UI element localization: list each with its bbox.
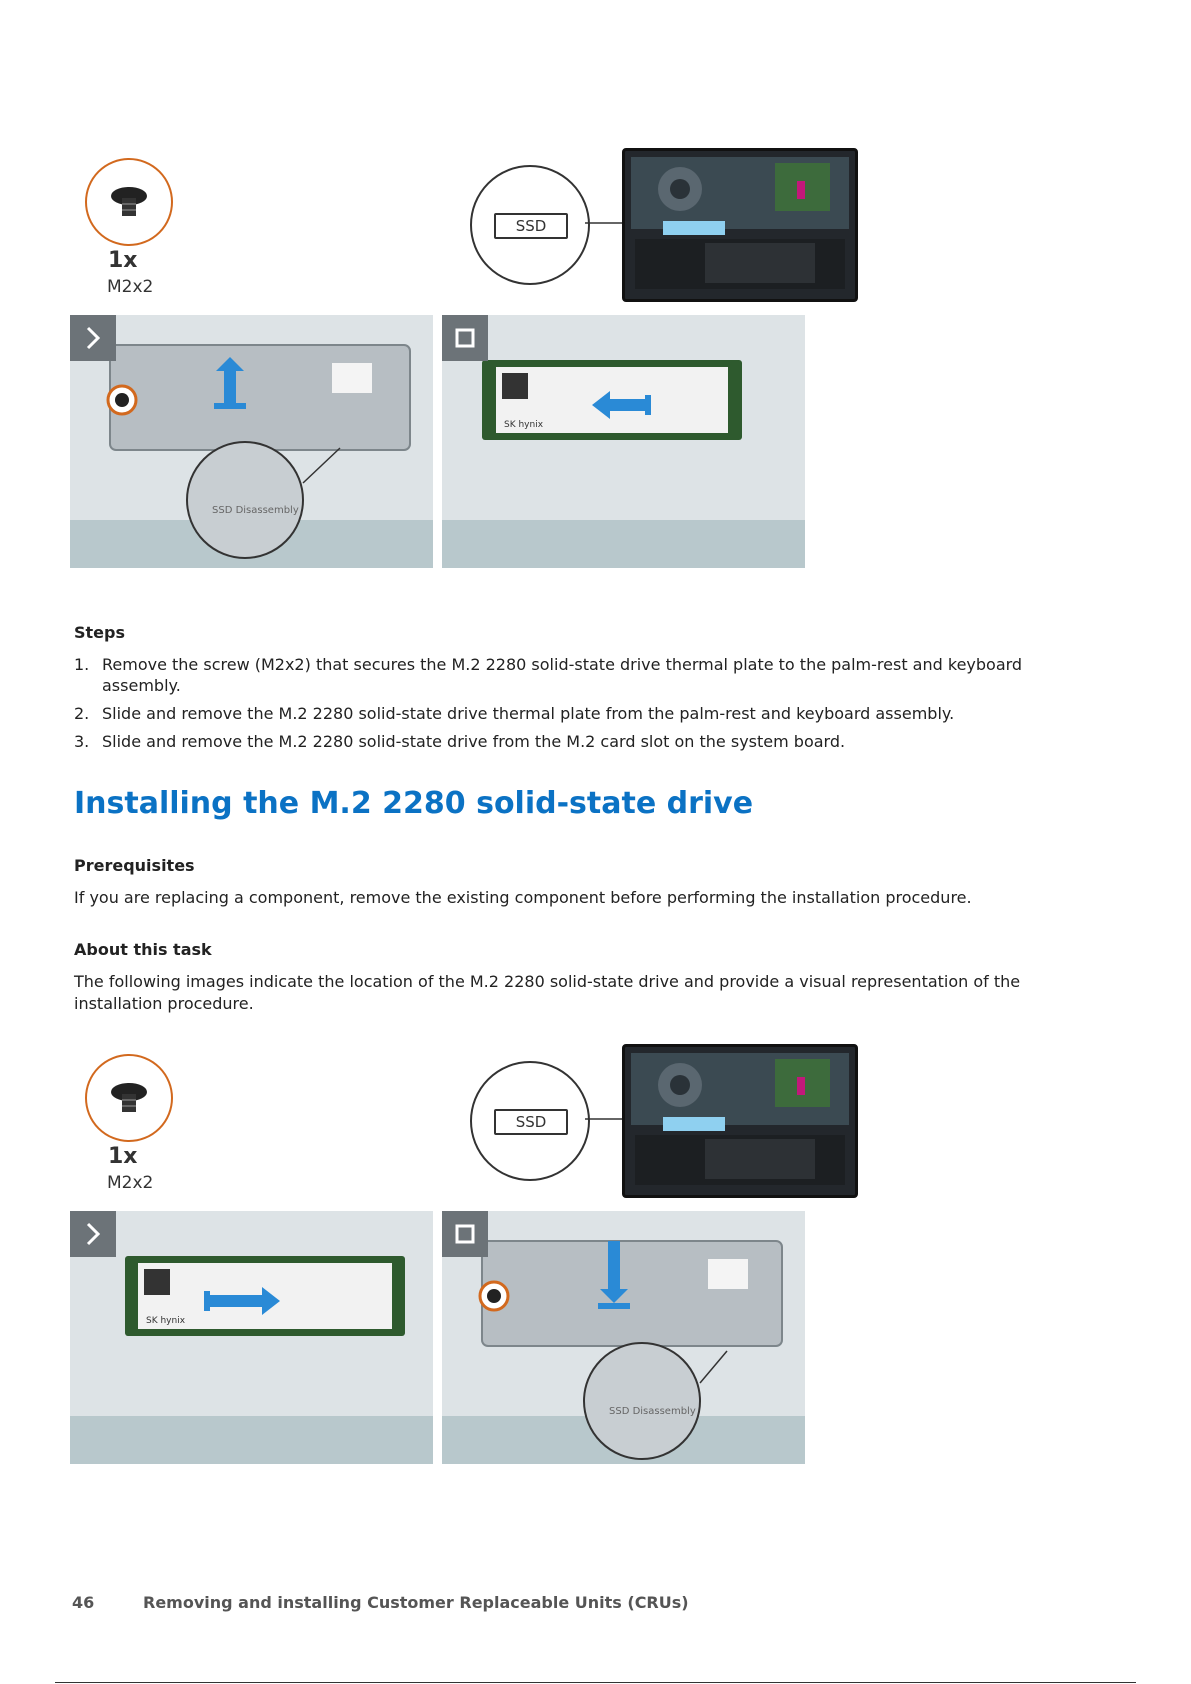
steps-heading: Steps — [74, 623, 125, 642]
svg-text:SSD Disassembly: SSD Disassembly — [212, 505, 299, 516]
step-indicator-arrow-icon — [70, 315, 116, 361]
step-number: 2. — [74, 704, 90, 723]
ssd-location-icon — [470, 165, 590, 285]
step-item — [74, 654, 1054, 696]
step-text: Remove the screw (M2x2) that secures the M.2 2280 solid-state drive thermal plate to the palm-rest and keyboard assembly. — [102, 655, 1023, 695]
screw-icon — [85, 1054, 173, 1142]
step-insert-ssd-image — [70, 1211, 433, 1464]
screw-icon — [85, 158, 173, 246]
step-indicator-square-icon — [442, 315, 488, 361]
svg-text:SSD Disassembly: SSD Disassembly — [609, 1406, 696, 1417]
about-task-text: The following images indicate the location of the M.2 2280 solid-state drive and provide a visual representation of the installation procedure. — [74, 972, 1021, 1013]
ssd-location-icon — [470, 1061, 590, 1181]
svg-text:SK hynix: SK hynix — [504, 420, 544, 430]
svg-text:SK hynix: SK hynix — [146, 1316, 186, 1326]
removal-figure — [70, 148, 870, 588]
step-number: 1. — [74, 655, 90, 674]
screw-size: M2x2 — [107, 277, 154, 297]
ssd-icon-label: SSD — [494, 1109, 568, 1135]
about-task-heading: About this task — [74, 940, 212, 959]
ssd-icon-label: SSD — [494, 213, 568, 239]
footer-rule — [55, 1682, 1136, 1683]
step-remove-plate-image — [70, 315, 433, 568]
step-item — [74, 731, 1054, 752]
step-indicator-arrow-icon — [70, 1211, 116, 1257]
prerequisites-heading: Prerequisites — [74, 856, 195, 875]
step-indicator-square-icon — [442, 1211, 488, 1257]
step-install-plate-image — [442, 1211, 805, 1464]
screw-quantity: 1x — [108, 248, 138, 273]
screw-size: M2x2 — [107, 1173, 154, 1193]
step-remove-ssd-image — [442, 315, 805, 568]
laptop-overview-image — [622, 1044, 858, 1198]
installation-figure — [70, 1044, 870, 1484]
step-number: 3. — [74, 732, 90, 751]
section-title: Installing the M.2 2280 solid-state drive — [74, 786, 754, 821]
screw-quantity: 1x — [108, 1144, 138, 1169]
page-number: 46 — [72, 1593, 95, 1612]
chapter-title: Removing and installing Customer Replaceable Units (CRUs) — [143, 1593, 689, 1612]
prerequisites-text: If you are replacing a component, remove the existing component before performing the installation procedure. — [74, 888, 972, 907]
step-text: Slide and remove the M.2 2280 solid-state drive from the M.2 card slot on the system board. — [102, 732, 846, 751]
step-text: Slide and remove the M.2 2280 solid-state drive thermal plate from the palm-rest and keyboard assembly. — [102, 704, 955, 723]
laptop-overview-image — [622, 148, 858, 302]
step-item — [74, 703, 1054, 724]
steps-list — [74, 654, 1054, 759]
